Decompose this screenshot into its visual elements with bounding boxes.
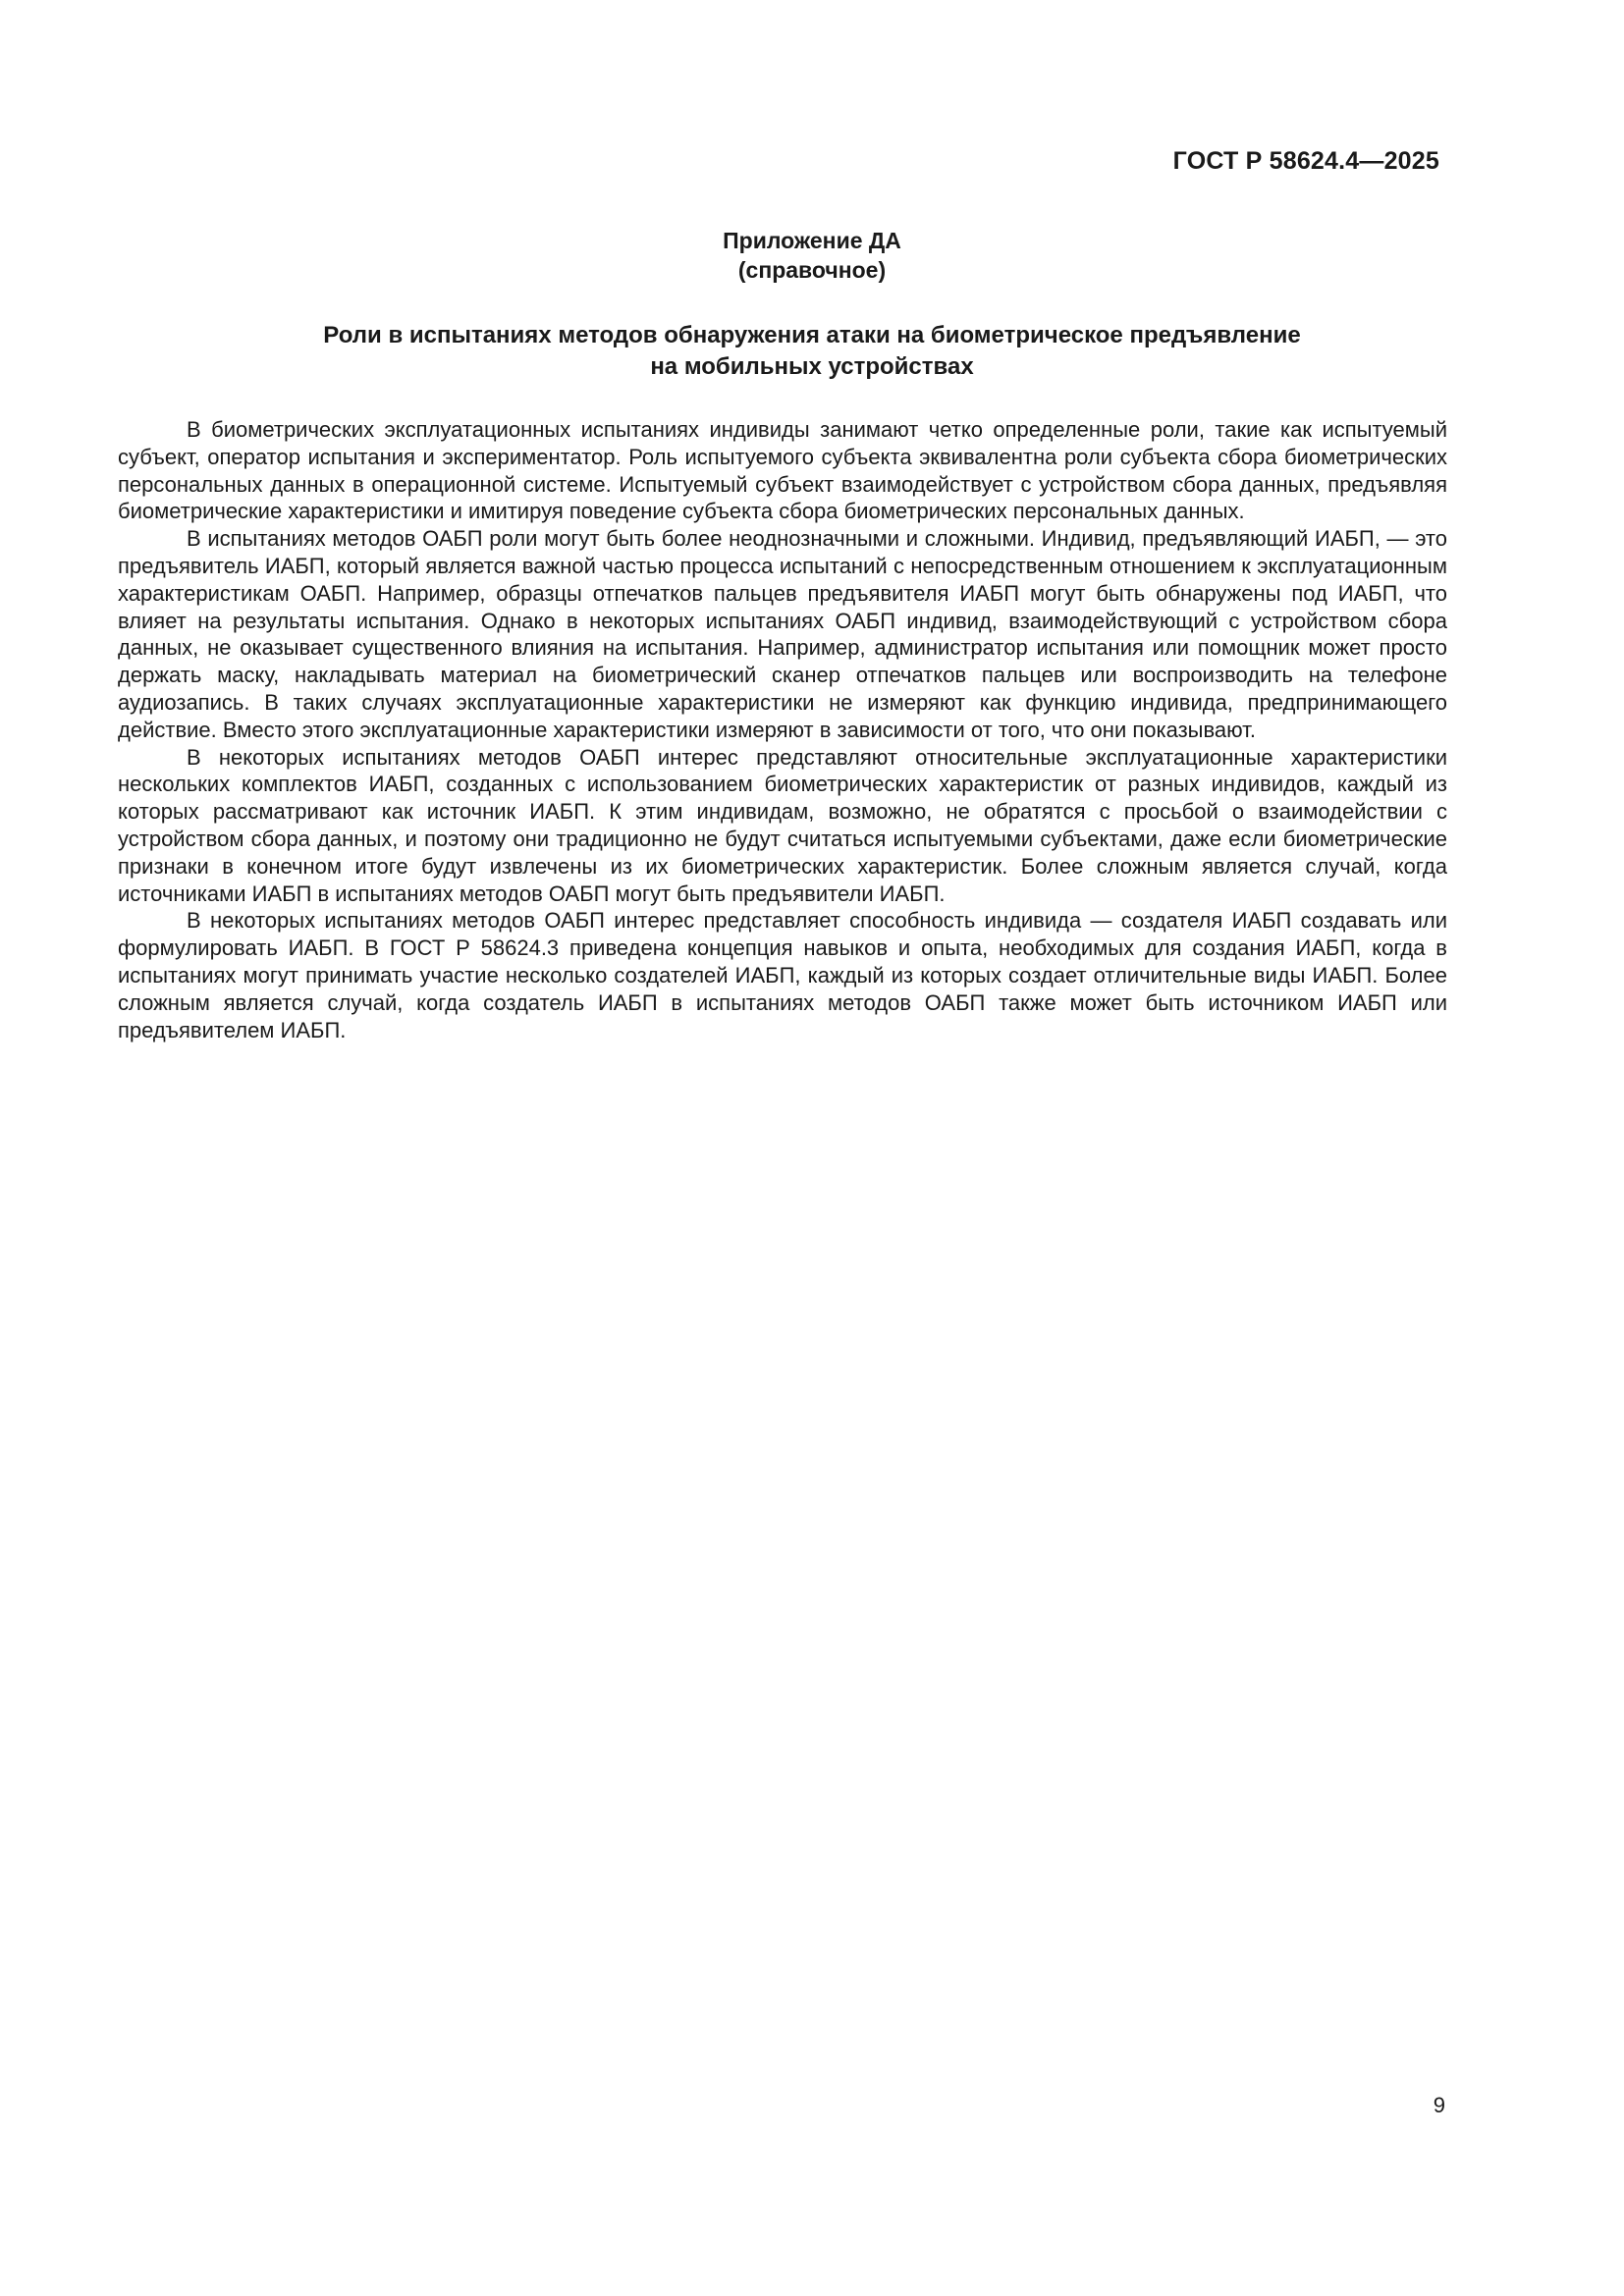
appendix-type: (справочное) (737, 257, 887, 283)
page-number: 9 (1433, 2093, 1445, 2117)
appendix-label: Приложение ДА (723, 228, 901, 253)
section-title-line-1: Роли в испытаниях методов обнаружения атаки на биометрическое предъявление (323, 322, 1301, 348)
paragraph: В испытаниях методов ОАБП роли могут быть более неоднозначными и сложными. Индивид, предъявляющий ИАБП, — это предъявитель ИАБП, который является важной частью процесса испытаний с непосредственным отношением к эксплуатационным характеристикам ОАБП. Например, образцы отпечатков пальцев предъявителя ИАБП могут быть обнаружены под ИАБП, что влияет на результаты испытания. Однако в некоторых испытаниях ОАБП индивид, взаимодействующий с устройством сбора данных, не оказывает существенного влияния на испытания. Например, администратор испытания или помощник может просто держать маску, накладывать материал на биометрический сканер отпечатков пальцев или воспроизводить на телефоне аудиозапись. В таких случаях эксплуатационные характеристики не измеряют как функцию индивида, предпринимающего действие. Вместо этого эксплуатационные характеристики измеряют в зависимости от того, что они показывают. (118, 526, 1447, 742)
section-title-line-2: на мобильных устройствах (650, 353, 974, 380)
paragraph: В некоторых испытаниях методов ОАБП интерес представляет способность индивида — создателя ИАБП создавать или формулировать ИАБП. В ГОСТ Р 58624.3 приведена концепция навыков и опыта, необходимых для создания ИАБП, когда в испытаниях могут принимать участие несколько создателей ИАБП, каждый из которых создает отличительные виды ИАБП. Более сложным является случай, когда создатель ИАБП в испытаниях методов ОАБП также может быть источником ИАБП или предъявителем ИАБП. (118, 908, 1447, 1042)
section-title (0, 320, 1624, 383)
body-text (118, 416, 1447, 1043)
appendix-heading (0, 226, 1624, 285)
paragraph: В некоторых испытаниях методов ОАБП интерес представляют относительные эксплуатационные характеристики нескольких комплектов ИАБП, созданных с использованием биометрических характеристик от разных индивидов, каждый из которых рассматривают как источник ИАБП. К этим индивидам, возможно, не обратятся с просьбой о взаимодействии с устройством сбора данных, и поэтому они традиционно не будут считаться испытуемыми субъектами, даже если биометрические признаки в конечном итоге будут извлечены из их биометрических характеристик. Более сложным является случай, когда источниками ИАБП в испытаниях методов ОАБП могут быть предъявители ИАБП. (118, 744, 1447, 906)
standard-code-header: ГОСТ Р 58624.4—2025 (1172, 147, 1439, 175)
paragraph: В биометрических эксплуатационных испытаниях индивиды занимают четко определенные роли, такие как испытуемый субъект, оператор испытания и экспериментатор. Роль испытуемого субъекта эквивалентна роли субъекта сбора биометрических персональных данных в операционной системе. Испытуемый субъект взаимодействует с устройством сбора данных, предъявляя биометрические характеристики и имитируя поведение субъекта сбора биометрических персональных данных. (118, 417, 1447, 524)
